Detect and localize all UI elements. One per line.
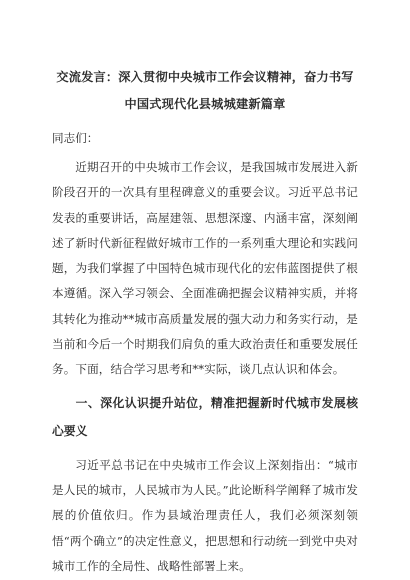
section-heading: 一、深化认识提升站位，精准把握新时代城市发展核心要义 [52,395,358,438]
salutation: 同志们： [52,131,99,145]
document-title: 交流发言：深入贯彻中央城市工作会议精神，奋力书写中国式现代化县城城建新篇章 [56,70,354,111]
intro-paragraph: 近期召开的中央城市工作会议，是我国城市发展进入新阶段召开的一次具有里程碑意义的重要会议。习近平总书记发表的重要讲话，高屋建瓴、思想深邃、内涵丰富，深刻阐述了新时代新征程做好城市工作的一系列重大理论和实践问题，为我们掌握了中国特色城市现代化的宏伟蓝图提供了根本遵循。深入学习领会、全面准确把握会议精神实质，并将其转化为推动**城市高质量发展的强大动力和务实行动，是当前和今后一个时期我们肩负的重大政治责任和重要发展任务。下面，结合学习思考和**实际，谈几点认识和体会。 [52,160,358,377]
section-paragraph: 习近平总书记在中央城市工作会议上深刻指出：“城市是人民的城市，人民城市为人民。”此论断科学阐释了城市发展的价值依归。作为县域治理责任人，我们必须深刻领悟“两个确立”的决定性意义，把思想和行动统一到党中央对城市工作的全局性、战略性部署上来。 [52,457,358,573]
